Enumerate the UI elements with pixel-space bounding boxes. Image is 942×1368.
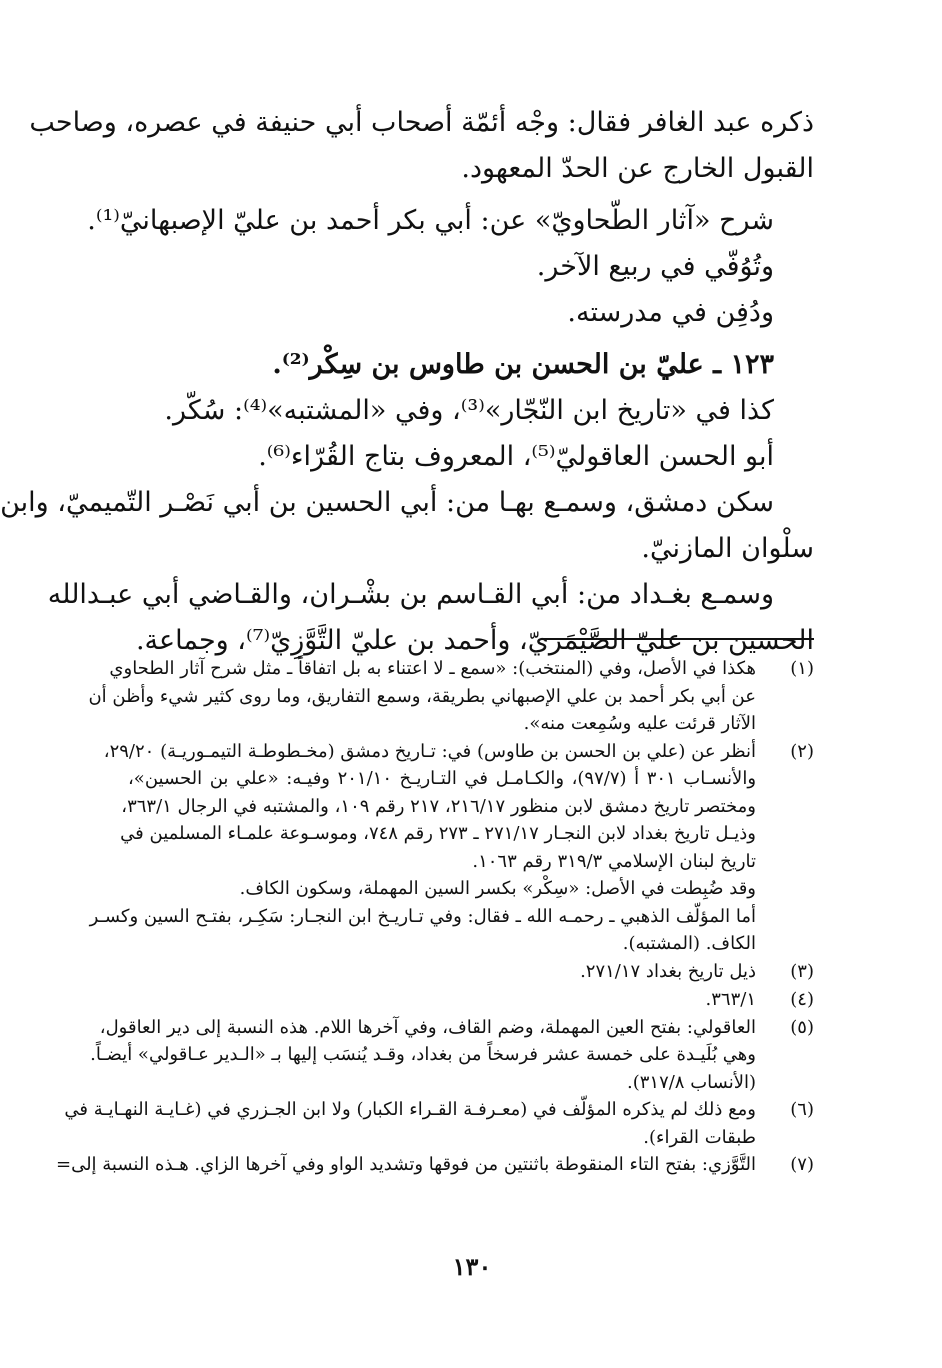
footnote-line: التَّوَّزي: بفتح التاء المنقوطة باثنتين من فوقها وتشديد الواو وفي آخرها الزاي. هـذه النسبة إلى= — [55, 1154, 756, 1175]
footnote-line: أنظر عن (علي بن الحسن بن طاوس) في: تـاريخ دمشق (مخـطوطـة التيمـوريـة) ٢٩/٢٠، — [103, 740, 756, 762]
footnote-number: (٢) — [790, 740, 814, 762]
footnote — [55, 1151, 814, 1179]
footnote-line: أما المؤلّف الذهبي ـ رحمـه الله ـ فقال: وفي تـاريـخ ابن النجـار: سَكِـر، بفتـح السين وكسـر — [89, 905, 756, 927]
footnote — [89, 738, 814, 958]
footnote — [88, 655, 814, 738]
text-line: سلْوان المازنيّ. — [641, 533, 814, 564]
footnote-line: الآثار قرئت عليه وسُمِعت منه». — [523, 713, 756, 734]
footnote — [64, 1096, 814, 1151]
footnotes — [55, 655, 814, 1179]
footnote — [128, 986, 814, 1014]
footnote-line: وقد ضُبِطت في الأصل: «سِكْر» بكسر السين المهملة، وسكون الكاف. — [239, 878, 756, 899]
footnote-line: عن أبي بكر أحمد بن علي الإصبهاني بطريقة، وسمع التفاريق، وما روى كثير شيء وأظن أن — [88, 685, 756, 707]
footnote-line: ومختصر تاريخ دمشق لابن منظور ٢١٦/١٧، ٢١٧ رقم ١٠٩، والمشتبه في الرجال ٣٦٣/١، — [121, 795, 756, 817]
footnote-number: (١) — [790, 658, 814, 679]
text-line: الحسين بن عليّ الصَّيْمَريّ، وأحمد بن عليّ التَّوَّزِيّ⁽⁷⁾، وجماعة. — [135, 625, 814, 656]
footnote-line: ومع ذلك لم يذكره المؤلّف في (معـرفـة القـراء الكبار) ولا ابن الجـزري في (غـايـة النهـايـة في — [64, 1099, 756, 1120]
text-line: وتُوُفّي في ربيع الآخر. — [536, 251, 774, 282]
text-line: سكن دمشق، وسمـع بهـا من: أبي الحسين بن أبي نَصْـر التّميميّ، وابن — [0, 487, 774, 518]
footnote — [90, 1014, 814, 1097]
footnote-line: ٣٦٣/١. — [705, 988, 756, 1010]
footnote-line: تاريخ لبنان الإسلامي ٣١٩/٣ رقم ١٠٦٣. — [472, 850, 756, 872]
footnote-line: والأنسـاب ٣٠١ أ (٩٧/٧)، والكـامـل في التـاريـخ ٢٠١/١٠ وفيـه: «علي بن الحسين»، — [128, 768, 757, 789]
footnote-divider — [542, 638, 814, 640]
footnote — [128, 958, 814, 986]
text-line: ذكره عبد الغافر فقال: وجْه أئمّة أصحاب أبي حنيفة في عصره، وصاحب — [29, 107, 814, 138]
footnote-number: (٥) — [790, 1016, 814, 1038]
main-text — [0, 100, 814, 664]
footnote-number: (٧) — [790, 1154, 814, 1175]
text-line: أبو الحسن العاقوليّ⁽⁵⁾، المعروف بتاج القُرّاء⁽⁶⁾. — [258, 441, 774, 472]
footnote-line: هكذا في الأصل، وفي (المنتخب): «سمع ـ لا اعتناء به بل اتفاقاً ـ مثل شرح آثار الطحاوي — [109, 658, 756, 679]
text-line: شرح «آثار الطّحاويّ» عن: أبي بكر أحمد بن عليّ الإصبهانيّ⁽¹⁾. — [87, 205, 774, 236]
page-number: ١٣٠ — [452, 1252, 492, 1281]
footnote-number: (٣) — [790, 960, 814, 982]
text-line: وسمـع بغـداد من: أبي القـاسم بن بشْـران، والقـاضي أبي عبـدالله — [47, 579, 774, 610]
footnote-line: الكاف. (المشتبه). — [622, 933, 756, 954]
footnote-line: (الأنساب ٣١٧/٨). — [626, 1071, 756, 1093]
text-line: ودُفِن في مدرسته. — [567, 297, 774, 328]
text-line: كذا في «تاريخ ابن النّجّار»⁽³⁾، وفي «المشتبه»⁽⁴⁾: سُكّر. — [164, 395, 774, 426]
footnote-line: ذيل تاريخ بغداد ٢٧١/١٧. — [580, 960, 756, 982]
footnote-line: وهي بُلَيـدة على خمسة عشر فرسخاً من بغداد، وقـد يُنسَب إليها بـ «الـدير عـاقولي» أيضـاً. — [90, 1044, 756, 1065]
footnote-number: (٦) — [790, 1099, 814, 1120]
footnote-line: العاقولي: بفتح العين المهملة، وضم القاف، وفي آخرها اللام. هذه النسبة إلى دير العاقول، — [99, 1016, 756, 1038]
book-page — [2, 0, 942, 1368]
footnote-number: (٤) — [790, 988, 814, 1010]
footnote-line: طبقات القراء). — [643, 1126, 756, 1148]
entry-heading: ١٢٣ ـ عليّ بن الحسن بن طاوس بن سِكْر⁽²⁾. — [272, 349, 774, 380]
text-line: القبول الخارج عن الحدّ المعهود. — [461, 153, 814, 184]
footnote-line: وذيـل تاريخ بغداد لابن النجـار ٢٧١/١٧ ـ ٢٧٣ رقم ٧٤٨، وموسـوعة علمـاء المسلمين في — [120, 823, 756, 844]
